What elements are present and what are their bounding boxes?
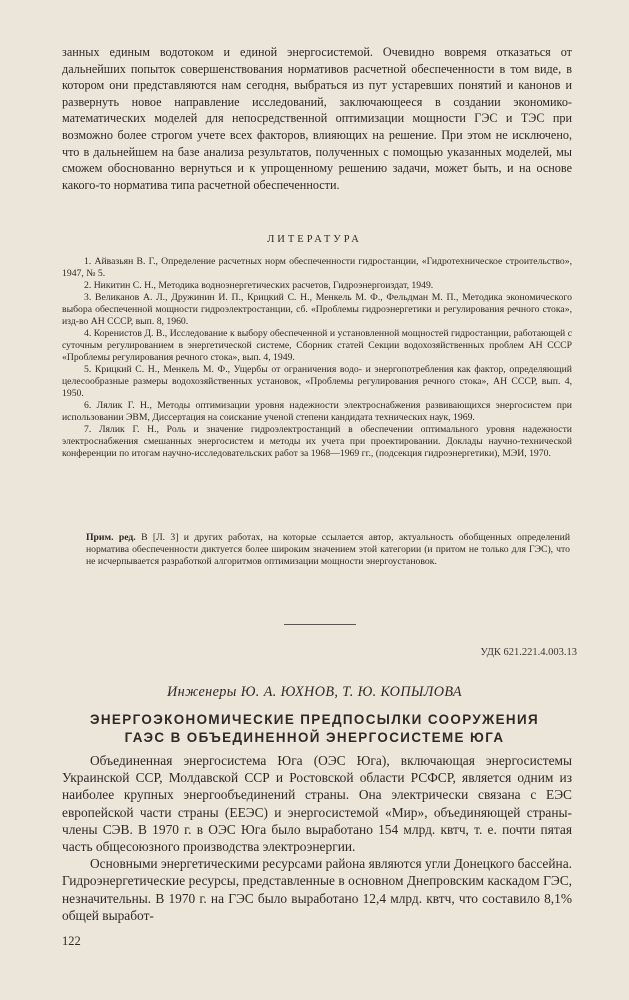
article-title bbox=[0, 711, 629, 747]
reference-list bbox=[62, 256, 572, 460]
editor-note-text: В [Л. 3] и других работах, на которые ссылается автор, актуальность обобщенных определений норматива обеспеченности диктуется более широким значением этой категории (и притом не только для ГЭС), что не исчерпывается разработкой алгоритмов оптимизации мощности энергоустановок. bbox=[86, 532, 571, 568]
article-body bbox=[62, 752, 572, 924]
article-title-line-2: ГАЭС В ОБЪЕДИНЕННОЙ ЭНЕРГОСИСТЕМЕ ЮГА bbox=[124, 730, 505, 745]
reference-item: 4. Коренистов Д. В., Исследование к выбору обеспеченной и установленной мощностей гидростанции, работающей с суточным регулированием в энергетической системе, Сборник статей Секции водохозяйственных проблем АН СССР «Проблемы регулирования речного стока», вып. 4, 1949. bbox=[62, 328, 572, 363]
reference-item: 3. Великанов А. Л., Дружинин И. П., Крицкий С. Н., Менкель М. Ф., Фельдман М. П., Методика экономического выбора обеспеченной мощности гидроэлектростанции, сб. «Проблемы гидроэнергетики и регулирования речного стока», изд-во АН СССР, вып. 8, 1960. bbox=[62, 292, 572, 327]
reference-item: 6. Лялик Г. Н., Методы оптимизации уровня надежности электроснабжения развивающихся энергосистем при использовании ЭВМ, Диссертация на соискание ученой степени кандидата технических наук, 1969. bbox=[62, 400, 572, 423]
udc-code: УДК 621.221.4.003.13 bbox=[480, 647, 577, 658]
editor-note bbox=[86, 532, 570, 569]
body-paragraph: Основными энергетическими ресурсами района являются угли Донецкого бассейна. Гидроэнергетические ресурсы, представленные в основном Днепровским каскадом ГЭС, незначительны. В 1970 г. на ГЭС было выработано 12,4 млрд. квтч, что составило 8,1% общей выработ- bbox=[62, 856, 572, 923]
article-title-line-1: ЭНЕРГОЭКОНОМИЧЕСКИЕ ПРЕДПОСЫЛКИ СООРУЖЕНИЯ bbox=[89, 712, 540, 727]
reference-item: 5. Крицкий С. Н., Менкель М. Ф., Ущербы от ограничения водо- и энергопотребления как фактор, определяющий целесообразные размеры водохозяйственных установок, «Проблемы регулирования речного стока», АН СССР, вып. 4, 1950. bbox=[62, 364, 572, 399]
body-paragraph: Объединенная энергосистема Юга (ОЭС Юга), включающая энергосистемы Украинской ССР, Молдавской ССР и Ростовской области РСФСР, является одним из наиболее крупных энергообъединений страны. Она электрически связана с ЕЭС европейской части страны (ЕЕЭС) и энергосистемой «Мир», объединяющей страны-члены СЭВ. В 1970 г. в ОЭС Юга было выработано 154 млрд. квтч, т. е. почти пятая часть общесоюзного производства электроэнергии. bbox=[62, 753, 572, 855]
reference-item: 1. Айвазьян В. Г., Определение расчетных норм обеспеченности гидростанции, «Гидротехническое строительство», 1947, № 5. bbox=[62, 256, 572, 279]
reference-item: 7. Лялик Г. Н., Роль и значение гидроэлектростанций в обеспечении оптимального уровня надежности электроснабжения смешанных энергосистем и методы их учета при проектировании. Доклады научно-технической конференции по итогам научно-исследовательских работ за 1968—1969 гг., (подсекция гидроэнергетики), МЭИ, 1970. bbox=[62, 424, 572, 459]
intro-paragraph: занных единым водотоком и единой энергосистемой. Очевидно вовремя отказаться от дальнейших попыток совершенствования нормативов расчетной обеспеченности в том виде, в котором они представляются нам сегодня, выбраться из пут устаревших понятий и канонов и развернуть новое направление исследований, заключающееся в создании экономико-математических моделей для непосредственной оптимизации мощности ГЭС и ТЭС при возможно более строгом учете всех факторов, влияющих на решение. При этом не исключено, что в дальнейшем на базе анализа результатов, полученных с помощью указанных моделей, мы сможем обоснованно вернуться и к упрощенному решению задачи, может быть, и на основе какого-то норматива типа расчетной обеспеченности. bbox=[62, 45, 572, 192]
section-divider bbox=[284, 624, 356, 625]
literature-heading: ЛИТЕРАТУРА bbox=[267, 234, 362, 245]
editor-note-label: Прим. ред. bbox=[86, 532, 136, 543]
reference-item: 2. Никитин С. Н., Методика водноэнергетических расчетов, Гидроэнергоиздат, 1949. bbox=[84, 280, 434, 291]
article-authors: Инженеры Ю. А. ЮХНОВ, Т. Ю. КОПЫЛОВА bbox=[166, 684, 462, 700]
page-number: 122 bbox=[62, 934, 81, 948]
